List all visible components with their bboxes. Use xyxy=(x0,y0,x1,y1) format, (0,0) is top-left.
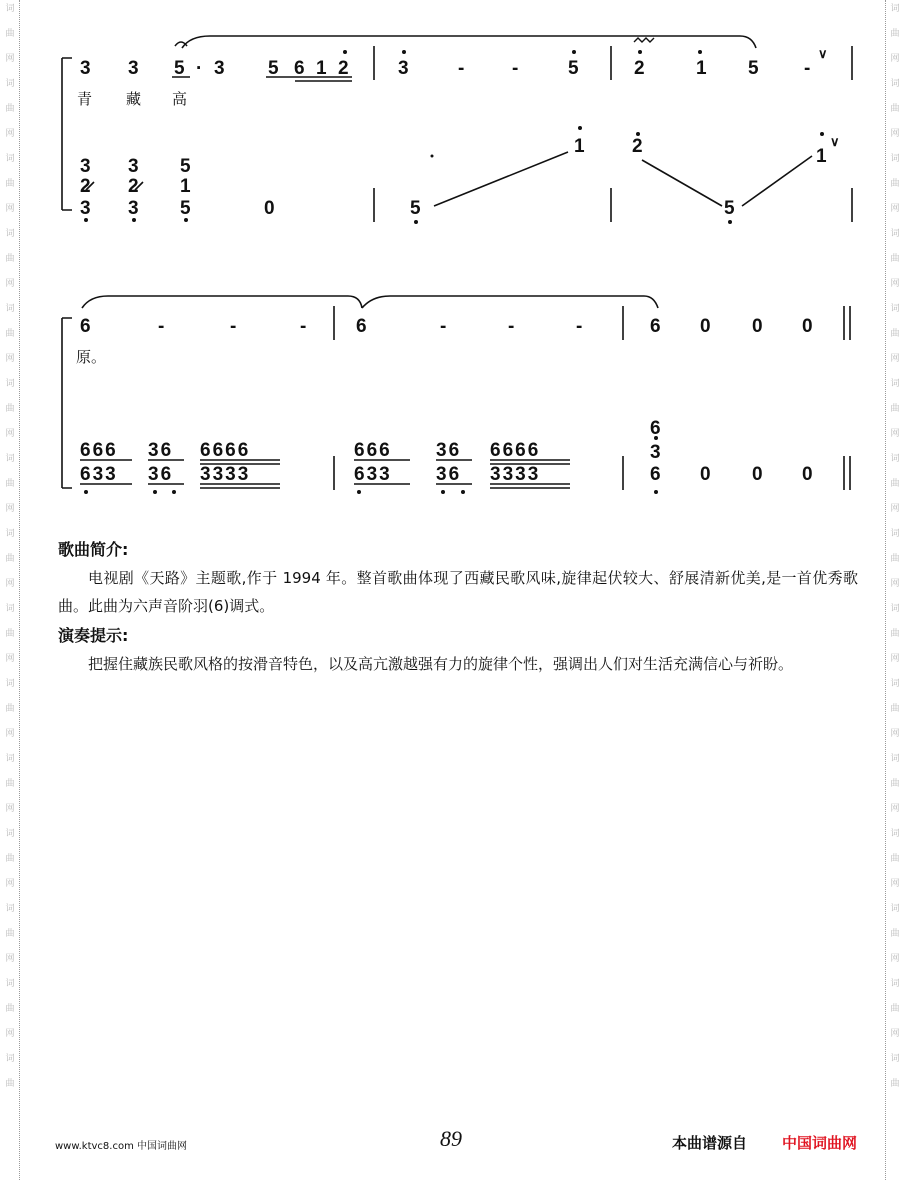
score-note: 6 xyxy=(294,58,305,79)
score-dash: - xyxy=(440,316,447,337)
score-note: 5 xyxy=(748,58,759,79)
watermark-glyph: 词 xyxy=(890,978,900,988)
note-group: 36 xyxy=(148,440,174,461)
score-note: 2 xyxy=(634,58,645,79)
watermark-glyph: 网 xyxy=(5,278,15,288)
fermata-arc xyxy=(175,42,187,46)
watermark-glyph: 词 xyxy=(890,78,900,88)
octave-dot xyxy=(402,50,406,54)
lyric: 藏 xyxy=(126,90,142,108)
score-dash: - xyxy=(804,58,811,79)
watermark-glyph: 曲 xyxy=(5,703,15,713)
watermark-glyph: 曲 xyxy=(890,253,900,263)
slur xyxy=(82,296,362,308)
watermark-glyph: 网 xyxy=(890,1028,900,1038)
watermark-glyph: 曲 xyxy=(5,928,15,938)
brand-link[interactable]: 中国词曲网 xyxy=(782,1134,858,1152)
score-note: 6 xyxy=(650,316,661,337)
watermark-glyph: 网 xyxy=(890,353,900,363)
watermark-glyph: 网 xyxy=(890,653,900,663)
watermark-glyph: 词 xyxy=(890,303,900,313)
score-dash: - xyxy=(458,58,465,79)
breath-mark: ∨ xyxy=(830,134,840,149)
octave-dot xyxy=(820,132,824,136)
rest: 0 xyxy=(700,316,711,337)
note-group: 633 xyxy=(80,464,118,485)
chord-note: 3 xyxy=(128,198,139,219)
page-number: 89 xyxy=(440,1126,462,1151)
watermark-glyph: 词 xyxy=(890,1053,900,1063)
octave-dot xyxy=(654,490,658,494)
melody-note: 2 xyxy=(632,136,643,157)
melody-note: 5 xyxy=(410,198,421,219)
watermark-glyph: 网 xyxy=(890,278,900,288)
watermark-glyph: 词 xyxy=(5,3,15,13)
watermark-glyph: 词 xyxy=(5,453,15,463)
octave-dot xyxy=(728,220,732,224)
chord-note: 6 xyxy=(650,418,661,439)
watermark-glyph: 网 xyxy=(5,953,15,963)
watermark-glyph: 网 xyxy=(5,1028,15,1038)
watermark-glyph: 词 xyxy=(5,78,15,88)
note-group: 6666 xyxy=(490,440,541,461)
watermark-glyph: 曲 xyxy=(890,28,900,38)
score-note: 5 xyxy=(174,58,185,79)
watermark-glyph: 网 xyxy=(890,503,900,513)
watermark-glyph: 曲 xyxy=(890,928,900,938)
footer-site-link[interactable]: www.ktvc8.com 中国词曲网 xyxy=(55,1141,188,1152)
watermark-glyph: 词 xyxy=(890,678,900,688)
watermark-glyph: 网 xyxy=(890,878,900,888)
lyric: 青 xyxy=(77,90,93,108)
melody-note: 5 xyxy=(724,198,735,219)
rest: 0 xyxy=(264,198,275,219)
note-group: 36 xyxy=(436,440,462,461)
note-group: 666 xyxy=(80,440,118,461)
watermark-glyph: 词 xyxy=(5,153,15,163)
watermark-glyph: 曲 xyxy=(5,103,15,113)
watermark-glyph: 网 xyxy=(5,653,15,663)
chord-note: 3 xyxy=(80,198,91,219)
watermark-glyph: 曲 xyxy=(5,553,15,563)
rest: 0 xyxy=(752,316,763,337)
lyric: 原。 xyxy=(76,348,107,366)
watermark-glyph: 词 xyxy=(890,378,900,388)
watermark-glyph: 曲 xyxy=(890,628,900,638)
watermark-glyph: 词 xyxy=(5,378,15,388)
score-note: 5 xyxy=(268,58,279,79)
watermark-glyph: 曲 xyxy=(890,328,900,338)
octave-dot xyxy=(153,490,157,494)
octave-dot xyxy=(84,490,88,494)
watermark-glyph: 曲 xyxy=(5,478,15,488)
chord-note: 3 xyxy=(128,156,139,177)
watermark-glyph: 网 xyxy=(890,428,900,438)
chord-note: 3 xyxy=(650,442,661,463)
chord-note: 6 xyxy=(650,464,661,485)
slur xyxy=(362,296,658,308)
octave-dot xyxy=(414,220,418,224)
watermark-glyph: 曲 xyxy=(890,1003,900,1013)
watermark-glyph: 网 xyxy=(5,128,15,138)
watermark-glyph: 曲 xyxy=(5,1078,15,1088)
watermark-glyph: 网 xyxy=(5,503,15,513)
score-dash: - xyxy=(230,316,237,337)
watermark-glyph: 曲 xyxy=(5,403,15,413)
watermark-glyph: 词 xyxy=(5,303,15,313)
stray-dot xyxy=(431,155,434,158)
source-label: 本曲谱源自 xyxy=(672,1134,748,1152)
watermark-glyph: 曲 xyxy=(890,778,900,788)
numbered-score xyxy=(0,0,905,520)
rest: 0 xyxy=(700,464,711,485)
octave-dot xyxy=(357,490,361,494)
score-note: 3 xyxy=(214,58,225,79)
watermark-glyph: 曲 xyxy=(5,1003,15,1013)
gliss-line xyxy=(742,156,812,206)
system1-bracket-caps xyxy=(62,58,72,210)
watermark-glyph: 词 xyxy=(5,528,15,538)
watermark-glyph: 曲 xyxy=(5,628,15,638)
octave-dot xyxy=(638,50,642,54)
watermark-glyph: 曲 xyxy=(890,1078,900,1088)
watermark-glyph: 词 xyxy=(5,1053,15,1063)
final-barline xyxy=(844,456,850,490)
octave-dot xyxy=(698,50,702,54)
watermark-glyph: 词 xyxy=(5,603,15,613)
watermark-glyph: 词 xyxy=(5,978,15,988)
watermark-glyph: 曲 xyxy=(5,28,15,38)
note-group: 666 xyxy=(354,440,392,461)
page-footer xyxy=(0,1128,905,1158)
octave-dot xyxy=(572,50,576,54)
chord-note: 5 xyxy=(180,198,191,219)
watermark-glyph: 曲 xyxy=(890,853,900,863)
mordent-mark xyxy=(634,38,654,42)
watermark-glyph: 词 xyxy=(5,678,15,688)
watermark-glyph: 网 xyxy=(5,578,15,588)
note-group: 3333 xyxy=(200,464,251,485)
score-note: 6 xyxy=(356,316,367,337)
score-dash: - xyxy=(300,316,307,337)
score-note: 6 xyxy=(80,316,91,337)
watermark-glyph: 曲 xyxy=(890,178,900,188)
score-note: 3 xyxy=(80,58,91,79)
score-dash: - xyxy=(576,316,583,337)
note-group: 6666 xyxy=(200,440,251,461)
watermark-glyph: 曲 xyxy=(5,853,15,863)
score-dash: - xyxy=(158,316,165,337)
watermark-glyph: 网 xyxy=(5,428,15,438)
watermark-glyph: 曲 xyxy=(5,328,15,338)
rest: 0 xyxy=(802,464,813,485)
watermark-glyph: 词 xyxy=(890,753,900,763)
watermark-glyph: 词 xyxy=(890,453,900,463)
gliss-line xyxy=(642,160,722,206)
watermark-glyph: 词 xyxy=(5,228,15,238)
system2-bracket-caps xyxy=(62,318,72,488)
watermark-glyph: 词 xyxy=(890,828,900,838)
watermark-glyph: 词 xyxy=(5,753,15,763)
watermark-glyph: 词 xyxy=(5,903,15,913)
score-note: 3 xyxy=(128,58,139,79)
intro-heading: 歌曲简介: xyxy=(58,540,129,559)
lyric: 高 xyxy=(172,90,188,108)
chord-note: 5 xyxy=(180,156,191,177)
watermark-glyph: 网 xyxy=(5,353,15,363)
tips-body: 把握住藏族民歌风格的按滑音特色，以及高亢激越强有力的旋律个性，强调出人们对生活充满信心与祈盼。 xyxy=(88,655,794,673)
watermark-glyph: 词 xyxy=(890,903,900,913)
watermark-glyph: 曲 xyxy=(890,103,900,113)
watermark-glyph: 词 xyxy=(890,603,900,613)
watermark-glyph: 网 xyxy=(5,728,15,738)
chord-note: 1 xyxy=(180,176,191,197)
score-dash: - xyxy=(508,316,515,337)
watermark-glyph: 网 xyxy=(890,53,900,63)
watermark-glyph: 网 xyxy=(890,578,900,588)
chord-note: 3 xyxy=(80,156,91,177)
watermark-glyph: 曲 xyxy=(5,778,15,788)
chord-note: 2 xyxy=(80,176,91,197)
final-barline xyxy=(844,306,850,340)
watermark-glyph: 网 xyxy=(5,803,15,813)
watermark-glyph: 词 xyxy=(5,828,15,838)
watermark-glyph: 网 xyxy=(890,728,900,738)
rest: 0 xyxy=(802,316,813,337)
melody-note: 1 xyxy=(816,146,827,167)
score-note: 2 xyxy=(338,58,349,79)
chord-note: 2 xyxy=(128,176,139,197)
gliss-line xyxy=(434,152,568,206)
score-note: 5 xyxy=(568,58,579,79)
tips-heading: 演奏提示: xyxy=(58,626,129,645)
watermark-glyph: 曲 xyxy=(890,703,900,713)
watermark-glyph: 网 xyxy=(890,803,900,813)
watermark-glyph: 网 xyxy=(890,953,900,963)
score-note: 1 xyxy=(316,58,327,79)
breath-mark: ∨ xyxy=(818,46,828,61)
watermark-glyph: 曲 xyxy=(5,253,15,263)
melody-note: 1 xyxy=(574,136,585,157)
watermark-glyph: 词 xyxy=(890,3,900,13)
watermark-glyph: 网 xyxy=(890,128,900,138)
rest: 0 xyxy=(752,464,763,485)
watermark-glyph: 网 xyxy=(5,203,15,213)
score-dot: · xyxy=(196,58,203,79)
score-dash: - xyxy=(512,58,519,79)
slur xyxy=(182,36,756,48)
note-group: 633 xyxy=(354,464,392,485)
watermark-glyph: 词 xyxy=(890,153,900,163)
octave-dot xyxy=(343,50,347,54)
octave-dot xyxy=(578,126,582,130)
score-note: 3 xyxy=(398,58,409,79)
note-group: 36 xyxy=(436,464,462,485)
intro-body: 电视剧《天路》主题歌,作于 1994 年。整首歌曲体现了西藏民歌风味,旋律起伏较大、舒展清新优美,是一首优秀歌曲。此曲为六声音阶羽(6)调式。 xyxy=(58,569,858,615)
watermark-glyph: 网 xyxy=(890,203,900,213)
watermark-glyph: 曲 xyxy=(890,403,900,413)
note-group: 3333 xyxy=(490,464,541,485)
watermark-glyph: 曲 xyxy=(5,178,15,188)
song-notes xyxy=(58,538,858,682)
watermark-glyph: 网 xyxy=(5,878,15,888)
watermark-glyph: 词 xyxy=(890,528,900,538)
octave-dot xyxy=(172,490,176,494)
note-group: 36 xyxy=(148,464,174,485)
watermark-glyph: 词 xyxy=(890,228,900,238)
octave-dot xyxy=(441,490,445,494)
watermark-glyph: 曲 xyxy=(890,553,900,563)
watermark-glyph: 网 xyxy=(5,53,15,63)
watermark-glyph: 曲 xyxy=(890,478,900,488)
octave-dot xyxy=(461,490,465,494)
score-note: 1 xyxy=(696,58,707,79)
